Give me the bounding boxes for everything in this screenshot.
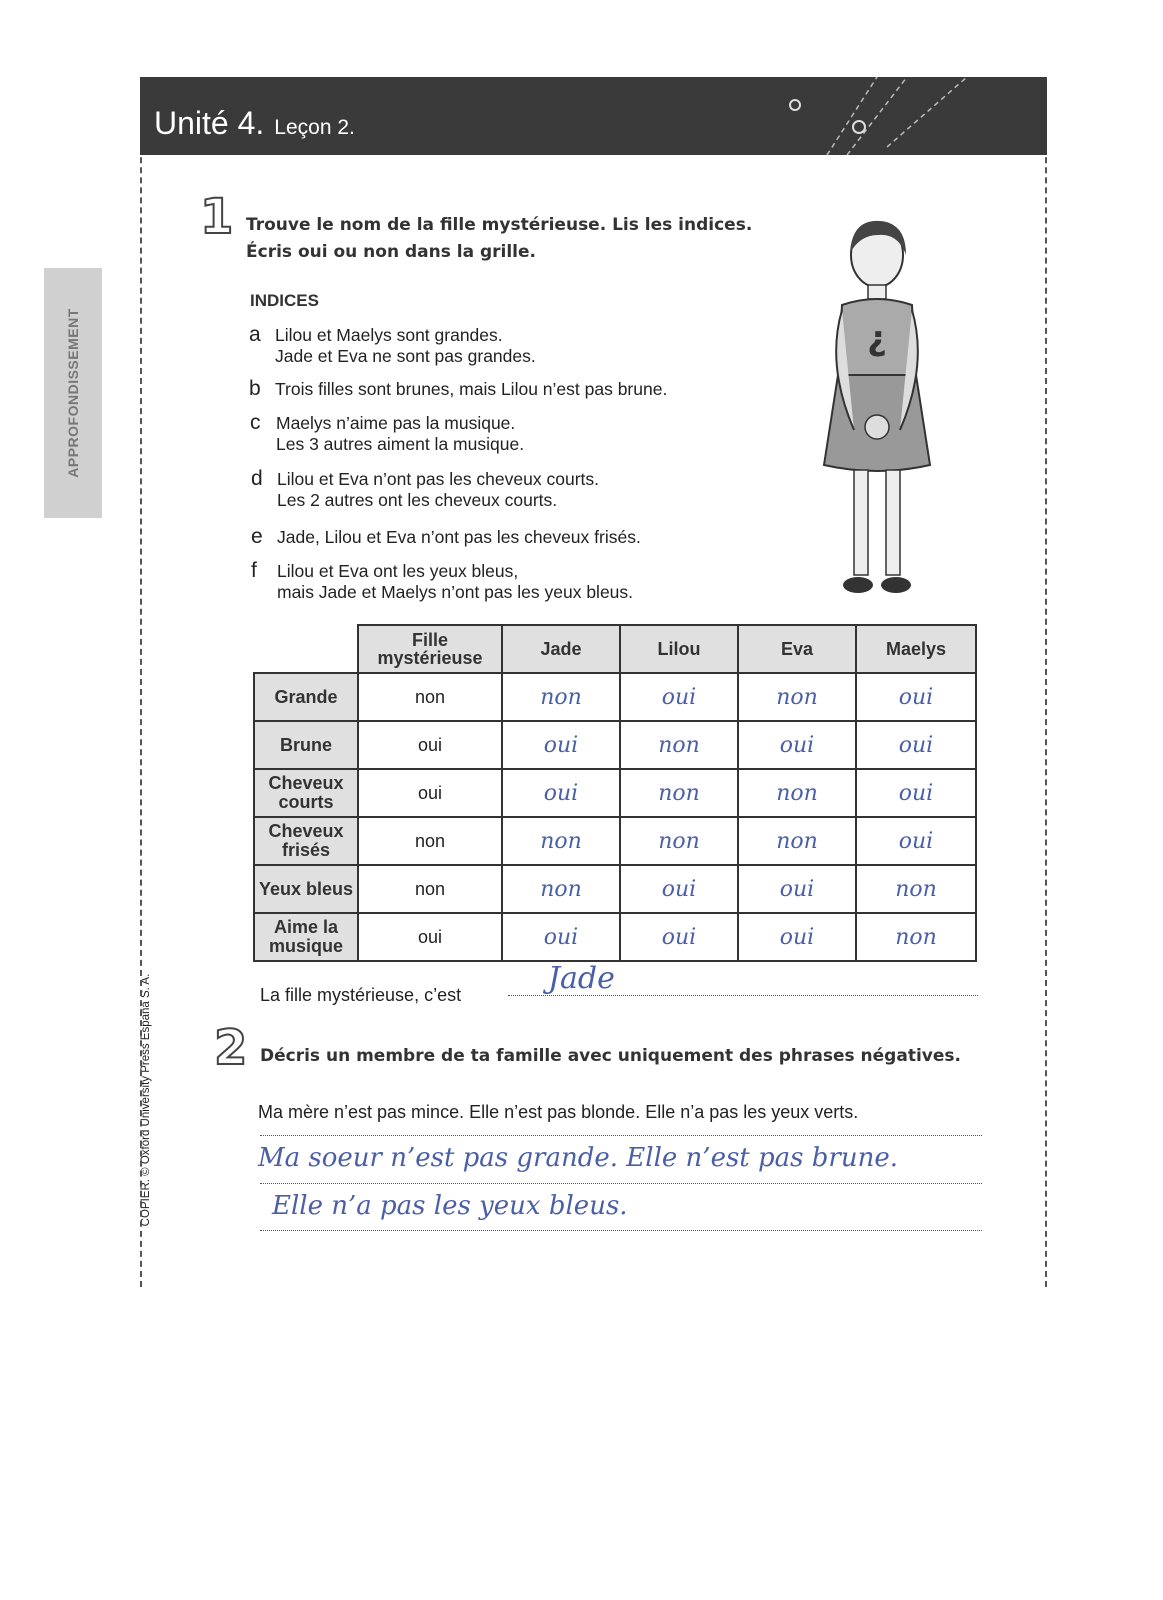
- side-tab: [44, 268, 102, 518]
- answer-cell[interactable]: non: [856, 913, 976, 961]
- answer-cell[interactable]: oui: [856, 721, 976, 769]
- answer-cell[interactable]: oui: [502, 721, 620, 769]
- writing-line-3: [260, 1230, 982, 1231]
- row-header: Cheveux frisés: [254, 817, 358, 865]
- answer-cell[interactable]: oui: [738, 865, 856, 913]
- answer-line: [508, 961, 978, 996]
- answer-cell[interactable]: oui: [620, 865, 738, 913]
- answer-cell[interactable]: oui: [856, 673, 976, 721]
- column-header-mystery: Fille mystérieuse: [358, 625, 502, 673]
- column-header-lilou: Lilou: [620, 625, 738, 673]
- answer-cell[interactable]: non: [620, 721, 738, 769]
- unit-title: Unité 4.: [154, 105, 265, 141]
- clue-b: b Trois filles sont brunes, mais Lilou n’est pas brune.: [249, 377, 668, 400]
- answer-cell[interactable]: oui: [738, 913, 856, 961]
- example-sentence: Ma mère n’est pas mince. Elle n’est pas blonde. Elle n’a pas les yeux verts.: [258, 1102, 859, 1122]
- row-header: Cheveux courts: [254, 769, 358, 817]
- mystery-girl-illustration: [802, 215, 952, 605]
- table-row: [254, 721, 976, 769]
- clue-e: e Jade, Lilou et Eva n’ont pas les cheveux frisés.: [251, 525, 641, 548]
- side-tab-label: APPROFONDISSEMENT: [65, 308, 81, 478]
- mystery-cell: oui: [358, 913, 502, 961]
- writing-line-1: [260, 1135, 982, 1136]
- answer-cell[interactable]: oui: [620, 913, 738, 961]
- clue-c: c Maelys n’aime pas la musique. Les 3 autres aiment la musique.: [250, 411, 525, 454]
- answer-cell[interactable]: non: [502, 673, 620, 721]
- indices-title: INDICES: [250, 291, 319, 310]
- answer-prompt: La fille mystérieuse, c’est: [260, 985, 462, 1005]
- column-header-eva: Eva: [738, 625, 856, 673]
- question-mark-symbol: ¿: [867, 319, 887, 359]
- table-row: [254, 817, 976, 865]
- grid-header-row: [254, 625, 976, 673]
- row-header: Grande: [254, 673, 358, 721]
- answer-cell[interactable]: oui: [738, 721, 856, 769]
- mystery-girl-answer: Jade: [548, 961, 615, 996]
- answer-cell[interactable]: non: [738, 673, 856, 721]
- table-row: [254, 769, 976, 817]
- column-header-maelys: Maelys: [856, 625, 976, 673]
- mystery-cell: non: [358, 865, 502, 913]
- answer-cell[interactable]: oui: [856, 769, 976, 817]
- answer-cell[interactable]: non: [620, 817, 738, 865]
- mystery-cell: oui: [358, 769, 502, 817]
- handwritten-answer-line-1: Ma soeur n’est pas grande. Elle n’est pas brune.: [258, 1143, 898, 1173]
- lesson-title: Leçon 2.: [274, 116, 355, 139]
- answer-cell[interactable]: non: [502, 865, 620, 913]
- header-decoration-icon: [767, 77, 1037, 155]
- exercise-1-title: Trouve le nom de la fille mystérieuse. Lis les indices. Écris oui ou non dans la grille.: [246, 215, 753, 262]
- answer-cell[interactable]: non: [856, 865, 976, 913]
- row-header: Yeux bleus: [254, 865, 358, 913]
- answer-cell[interactable]: non: [738, 769, 856, 817]
- writing-line-2: [260, 1183, 982, 1184]
- answer-cell[interactable]: oui: [856, 817, 976, 865]
- answer-cell[interactable]: non: [620, 769, 738, 817]
- answer-cell[interactable]: non: [502, 817, 620, 865]
- clue-f: f Lilou et Eva ont les yeux bleus, mais Jade et Maelys n’ont pas les yeux bleus.: [251, 559, 634, 602]
- exercise-2-title: Décris un membre de ta famille avec uniquement des phrases négatives.: [260, 1046, 961, 1066]
- mystery-cell: non: [358, 673, 502, 721]
- column-header-jade: Jade: [502, 625, 620, 673]
- deduction-grid: [253, 624, 977, 962]
- mystery-cell: oui: [358, 721, 502, 769]
- clue-a: a Lilou et Maelys sont grandes. Jade et Eva ne sont pas grandes.: [249, 323, 536, 366]
- handwritten-answer-line-2: Elle n’a pas les yeux bleus.: [272, 1191, 628, 1221]
- table-row: [254, 865, 976, 913]
- exercise-1-number: 1: [200, 189, 234, 245]
- exercise-2-number: 2: [214, 1020, 248, 1076]
- copyright-notice: COPIER. © Oxford University Press España S. A.: [140, 973, 152, 1227]
- answer-cell[interactable]: non: [738, 817, 856, 865]
- row-header: Aime la musique: [254, 913, 358, 961]
- answer-cell[interactable]: oui: [620, 673, 738, 721]
- table-row: [254, 913, 976, 961]
- page-header: [140, 77, 1047, 155]
- answer-cell[interactable]: oui: [502, 913, 620, 961]
- row-header: Brune: [254, 721, 358, 769]
- table-row: [254, 673, 976, 721]
- clue-d: d Lilou et Eva n’ont pas les cheveux courts. Les 2 autres ont les cheveux courts.: [251, 467, 599, 510]
- answer-cell[interactable]: oui: [502, 769, 620, 817]
- mystery-cell: non: [358, 817, 502, 865]
